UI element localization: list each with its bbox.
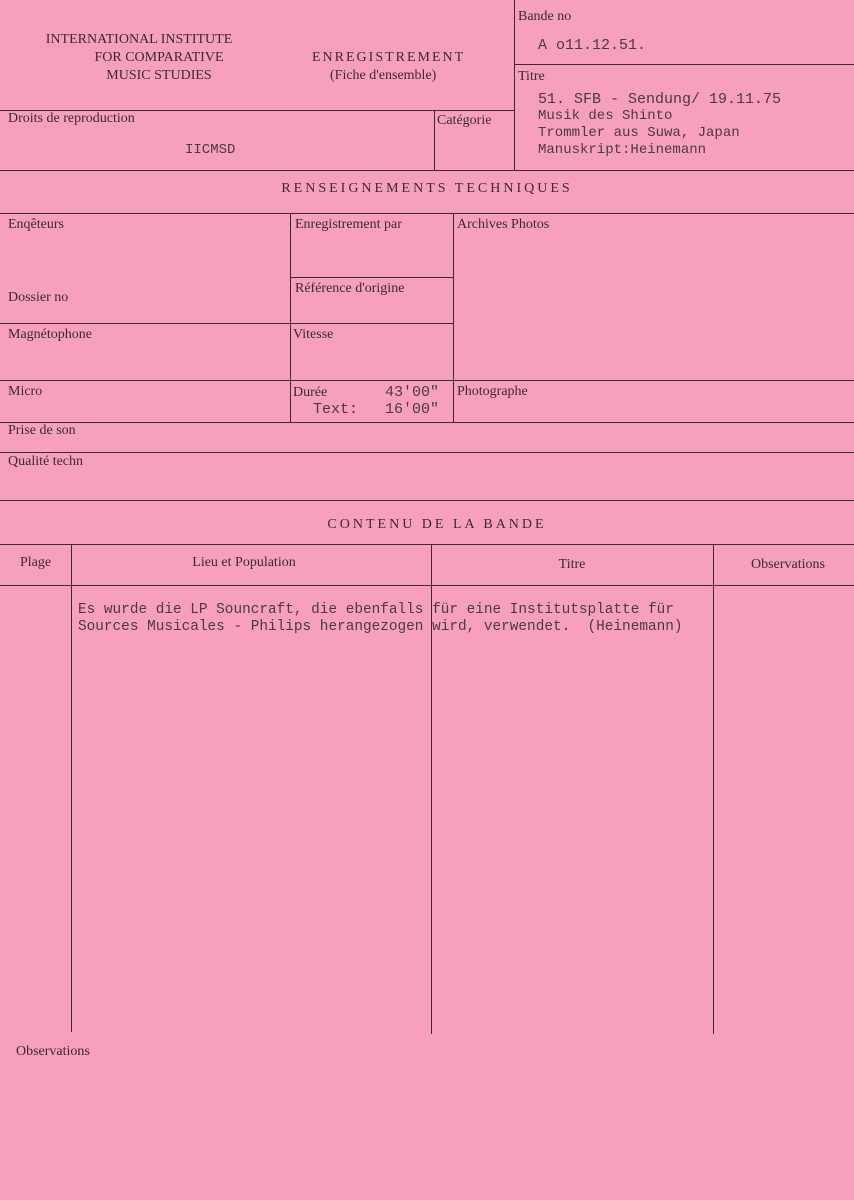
- form-title: ENREGISTREMENT: [312, 50, 466, 65]
- col-lieu-header: Lieu et Population: [192, 555, 296, 570]
- titre-label: Titre: [518, 69, 545, 84]
- contenu-top-line: [0, 544, 854, 545]
- text-label: Text:: [313, 401, 359, 418]
- titre-line-3: Trommler aus Suwa, Japan: [538, 125, 740, 141]
- titre-line-4: Manuskript:Heinemann: [538, 142, 707, 158]
- droits-label: Droits de reproduction: [8, 111, 135, 126]
- observations-label: Observations: [16, 1044, 90, 1059]
- text-value: 16'00": [385, 401, 440, 418]
- vitesse-label: Vitesse: [293, 327, 334, 342]
- col-plage-header: Plage: [19, 555, 52, 570]
- header-divider-vertical: [514, 0, 515, 170]
- enqueteurs-label: Enqêteurs: [8, 217, 64, 232]
- reference-label: Référence d'origine: [295, 281, 405, 296]
- dossier-divider: [0, 323, 453, 324]
- qualite-divider: [0, 500, 854, 501]
- categorie-divider: [434, 110, 435, 170]
- contenu-section-title: CONTENU DE LA BANDE: [327, 517, 547, 532]
- photographe-label: Photographe: [457, 384, 528, 399]
- duree-label: Durée: [293, 385, 328, 400]
- tech-top-line: [0, 213, 854, 214]
- magnetophone-label: Magnétophone: [8, 327, 92, 342]
- dossier-label: Dossier no: [8, 290, 69, 305]
- tech-section-title: RENSEIGNEMENTS TECHNIQUES: [281, 181, 573, 196]
- bande-label: Bande no: [518, 9, 572, 24]
- titre-line-1: 51. SFB - Sendung/ 19.11.75: [538, 91, 782, 108]
- institute-line-3: MUSIC STUDIES: [106, 68, 212, 83]
- archives-photos-label: Archives Photos: [457, 217, 550, 232]
- contenu-col-divider-1: [71, 544, 72, 1032]
- micro-label: Micro: [8, 384, 43, 399]
- contenu-note-line-1: Es wurde die LP Souncraft, die ebenfalls für eine Institutsplatte für: [78, 602, 674, 618]
- droits-value: IICMSD: [185, 142, 236, 158]
- col-observations-header: Observations: [751, 557, 825, 572]
- contenu-header-bottom-line: [0, 585, 854, 586]
- institute-line-2: FOR COMPARATIVE: [94, 50, 224, 65]
- micro-divider: [0, 422, 854, 423]
- tech-col-divider-1: [290, 213, 291, 422]
- contenu-note-line-2: Sources Musicales - Philips herangezogen wird, verwendet. (Heinemann): [78, 619, 683, 635]
- vitesse-divider: [0, 380, 854, 381]
- prise-label: Prise de son: [8, 423, 76, 438]
- duree-value: 43'00": [385, 384, 440, 401]
- form-subtitle: (Fiche d'ensemble): [330, 68, 437, 83]
- bande-divider: [514, 64, 854, 65]
- tech-col-divider-2: [453, 213, 454, 422]
- prise-divider: [0, 452, 854, 453]
- titre-line-2: Musik des Shinto: [538, 108, 673, 124]
- enregistrement-divider: [290, 277, 453, 278]
- categorie-label: Catégorie: [437, 113, 492, 128]
- col-titre-header: Titre: [558, 557, 586, 572]
- enregistrement-par-label: Enregistrement par: [295, 217, 402, 232]
- bande-value: A o11.12.51.: [538, 37, 647, 54]
- qualite-label: Qualité techn: [8, 454, 84, 469]
- header-bottom-line: [0, 170, 854, 171]
- institute-line-1: INTERNATIONAL INSTITUTE: [45, 32, 233, 47]
- contenu-col-divider-3: [713, 544, 714, 1034]
